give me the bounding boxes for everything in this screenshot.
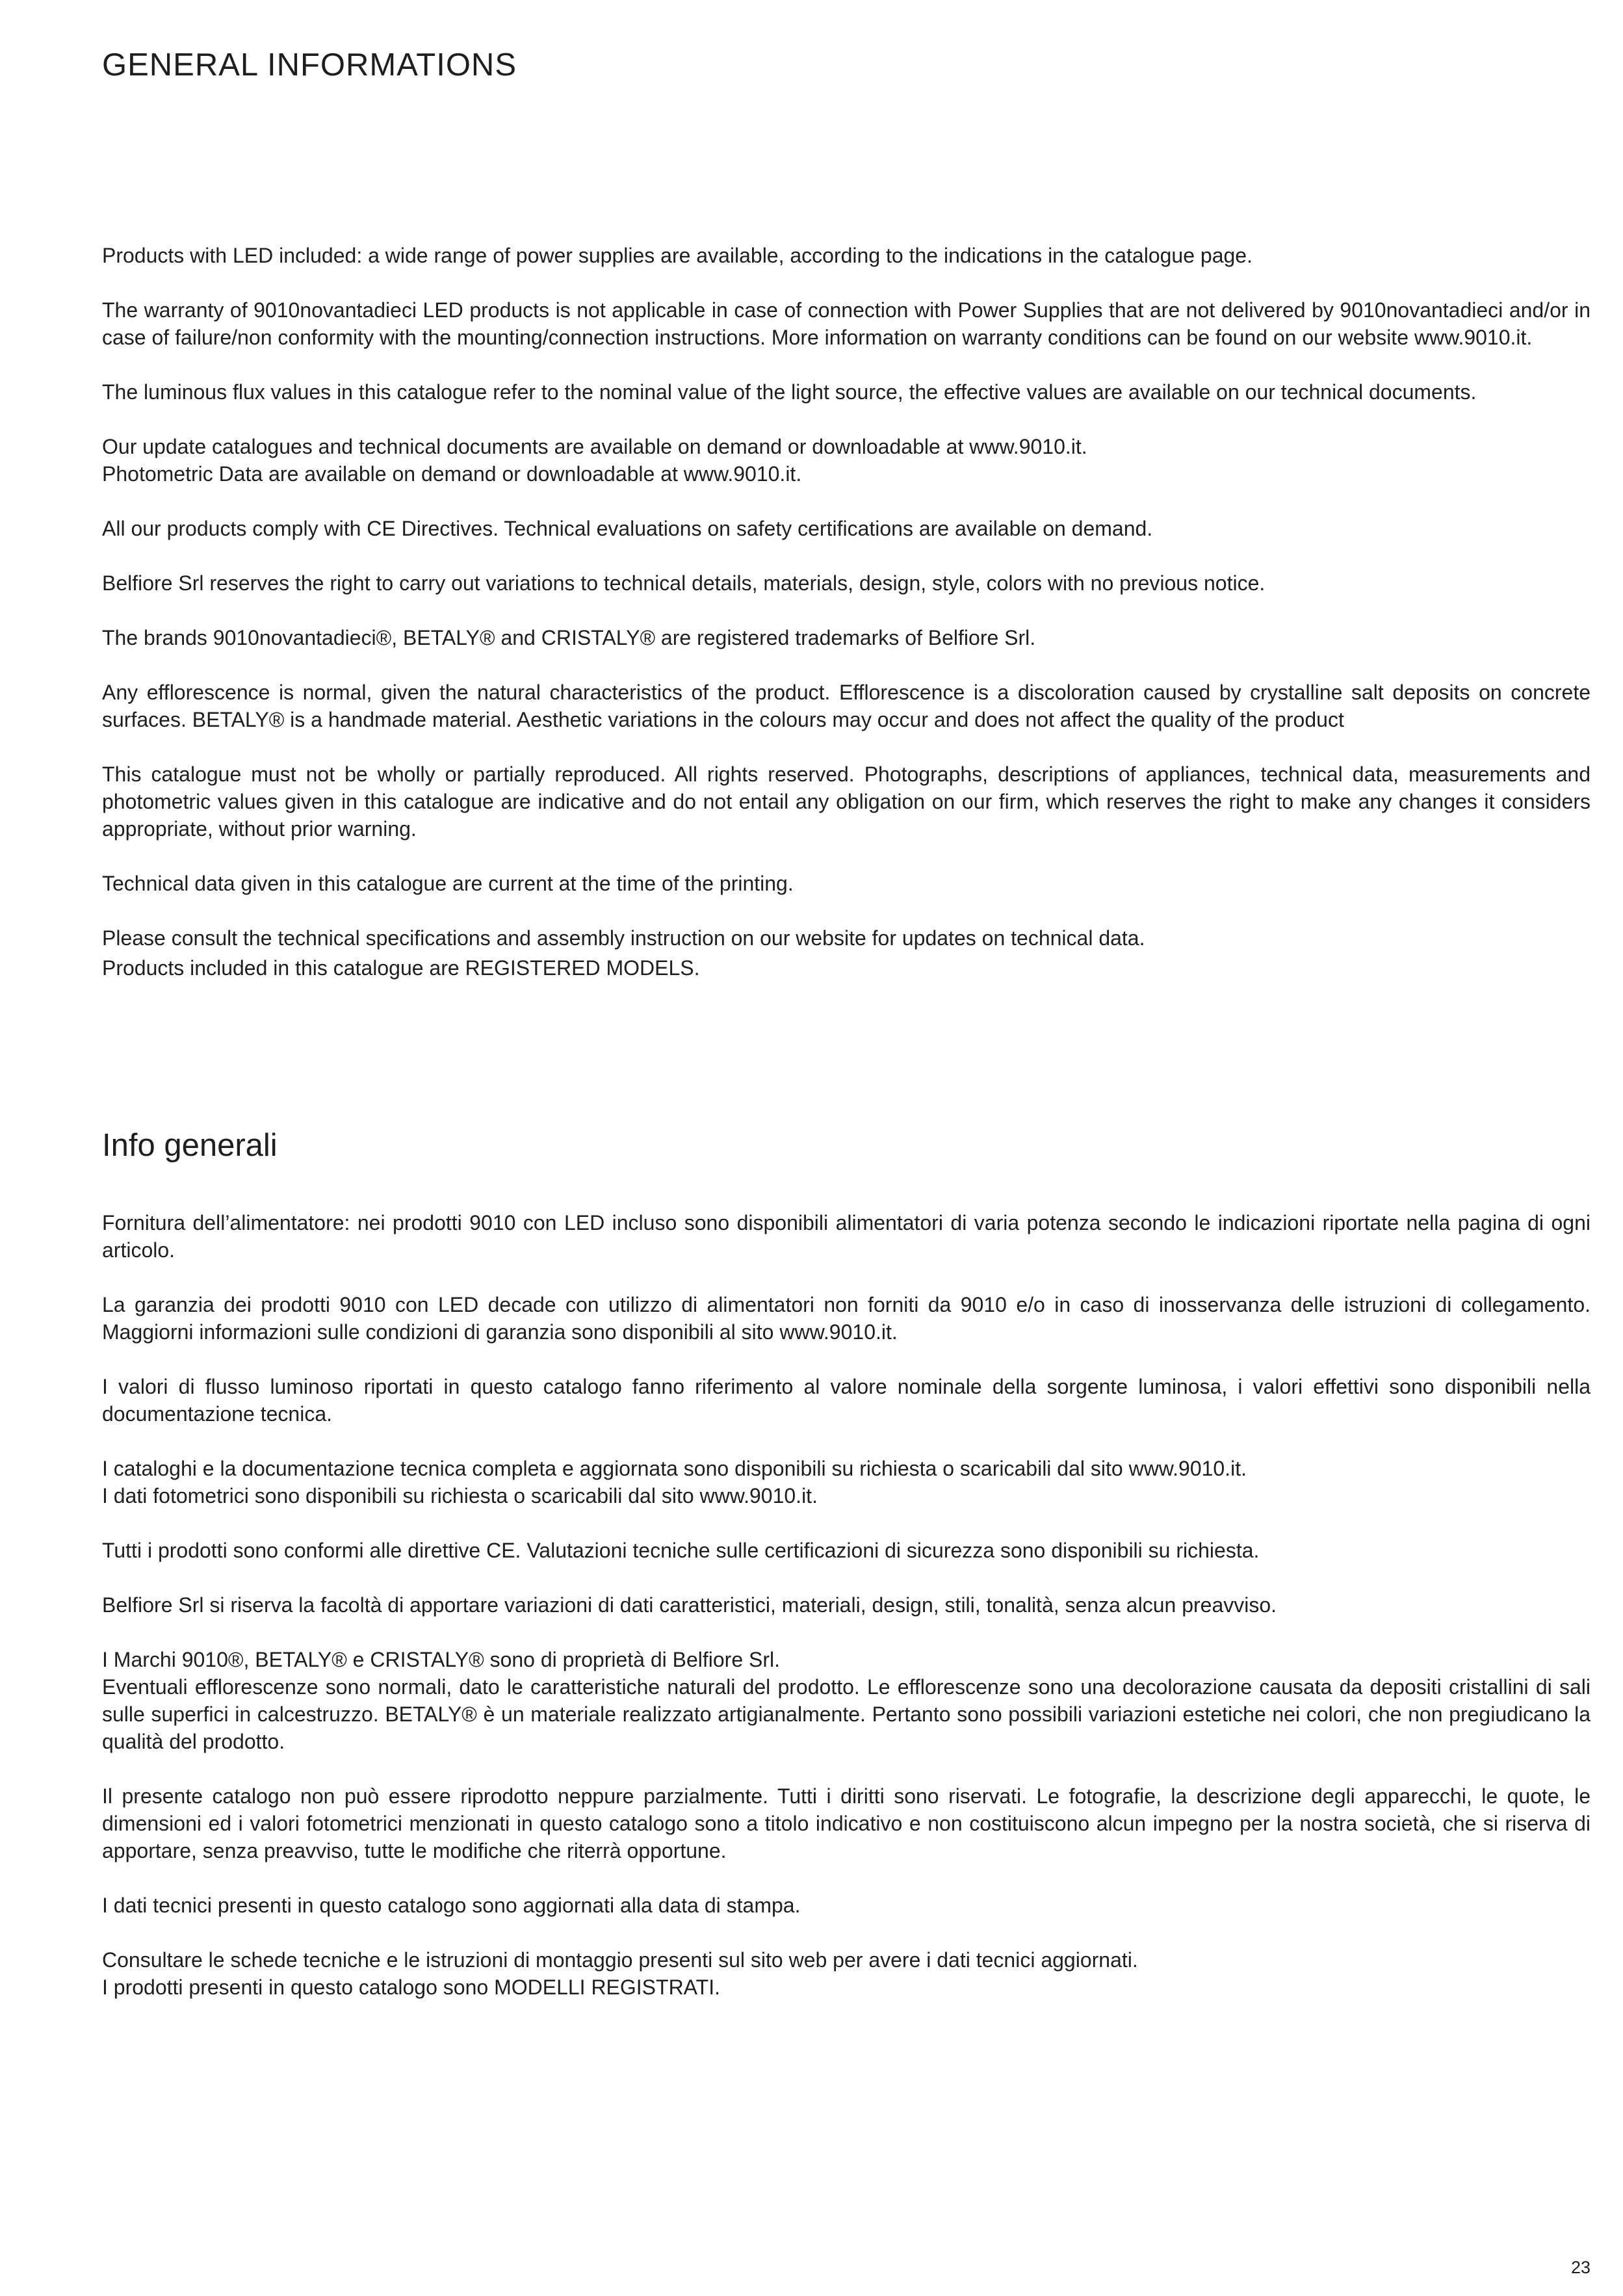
paragraph-line: Products included in this catalogue are REGISTERED MODELS. xyxy=(102,956,700,980)
paragraph-cataloghi xyxy=(102,1455,1591,1509)
english-section xyxy=(102,242,1591,982)
paragraph-dati-tecnici xyxy=(102,1892,1591,1919)
paragraph-line: The warranty of 9010novantadieci LED products is not applicable in case of connection with Power Supplies that are not delivered by 9010novantadieci and/or in case of failure/non conformity with the mounting/connection instructions. More information on warranty conditions can be found on our website www.9010.it. xyxy=(102,298,1591,349)
paragraph-line: I valori di flusso luminoso riportati in questo catalogo fanno riferimento al valore nominale della sorgente luminosa, i valori effettivi sono disponibili nella documentazione tecnica. xyxy=(102,1375,1591,1426)
page-title: GENERAL INFORMATIONS xyxy=(102,47,517,83)
paragraph-flusso-luminoso xyxy=(102,1373,1591,1428)
paragraph-variazioni xyxy=(102,1591,1591,1619)
paragraph-line: The brands 9010novantadieci®, BETALY® and CRISTALY® are registered trademarks of Belfiore Srl. xyxy=(102,626,1036,649)
paragraph-line: I dati fotometrici sono disponibili su richiesta o scaricabili dal sito www.9010.it. xyxy=(102,1484,818,1507)
paragraph-luminous-flux xyxy=(102,378,1591,406)
paragraph-line: All our products comply with CE Directives. Technical evaluations on safety certifications are available on demand. xyxy=(102,517,1153,540)
paragraph-line: Il presente catalogo non può essere riprodotto neppure parzialmente. Tutti i diritti sono riservati. Le fotografie, la descrizione degli apparecchi, le quote, le dimensioni ed i valori fotometrici menzionati in questo catalogo sono a titolo indicativo e non costituiscono alcun impegno per la nostra società, che si riserva di apportare, senza preavviso, tutte le modifiche che riterrà opportune. xyxy=(102,1784,1591,1862)
section-heading: Info generali xyxy=(102,1128,278,1163)
paragraph-trademarks xyxy=(102,624,1591,651)
paragraph-line: Our update catalogues and technical documents are available on demand or downloadable at www.9010.it. xyxy=(102,435,1087,458)
paragraph-technical-data xyxy=(102,870,1591,897)
paragraph-line: I Marchi 9010®, BETALY® e CRISTALY® sono di proprietà di Belfiore Srl. xyxy=(102,1648,781,1671)
paragraph-reproduction xyxy=(102,761,1591,842)
paragraph-fornitura xyxy=(102,1209,1591,1264)
paragraph-line: Products with LED included: a wide range of power supplies are available, according to the indications in the catalogue page. xyxy=(102,244,1253,267)
paragraph-line: Technical data given in this catalogue are current at the time of the printing. xyxy=(102,872,794,895)
paragraph-line: I prodotti presenti in questo catalogo sono MODELLI REGISTRATI. xyxy=(102,1976,720,1999)
paragraph-line: La garanzia dei prodotti 9010 con LED decade con utilizzo di alimentatori non forniti da 9010 e/o in caso di inosservanza delle istruzioni di collegamento. Maggiorni informazioni sulle condizioni di garanzia sono disponibili al sito www.9010.it. xyxy=(102,1293,1591,1344)
paragraph-line: Eventuali efflorescenze sono normali, dato le caratteristiche naturali del prodotto. Le efflorescenze sono una decolorazione causata da depositi cristallini di sali sulle superfici in calcestruzzo. BETALY® è un materiale realizzato artigianalmente. Pertanto sono possibili variazioni estetiche nei colori, che non pregiudicano la qualità del prodotto. xyxy=(102,1675,1591,1753)
paragraph-riproduzione xyxy=(102,1782,1591,1864)
paragraph-line: Consultare le schede tecniche e le istruzioni di montaggio presenti sul sito web per avere i dati tecnici aggiornati. xyxy=(102,1948,1138,1972)
paragraph-consult-specs xyxy=(102,924,1591,982)
paragraph-line: Fornitura dell’alimentatore: nei prodotti 9010 con LED incluso sono disponibili alimentatori di varia potenza secondo le indicazioni riportate nella pagina di ogni articolo. xyxy=(102,1211,1591,1262)
paragraph-line: I dati tecnici presenti in questo catalogo sono aggiornati alla data di stampa. xyxy=(102,1894,801,1917)
paragraph-line: Photometric Data are available on demand or downloadable at www.9010.it. xyxy=(102,462,802,486)
paragraph-warranty xyxy=(102,296,1591,351)
paragraph-catalogues xyxy=(102,433,1591,488)
paragraph-variations xyxy=(102,569,1591,597)
paragraph-line: Tutti i prodotti sono conformi alle direttive CE. Valutazioni tecniche sulle certificazioni di sicurezza sono disponibili su richiesta. xyxy=(102,1539,1260,1562)
paragraph-consultare-schede xyxy=(102,1946,1591,2001)
paragraph-line: Any efflorescence is normal, given the natural characteristics of the product. Efflorescence is a discoloration caused by crystalline salt deposits on concrete surfaces. BETALY® is a handmade material. Aesthetic variations in the colours may occur and does not affect the quality of the product xyxy=(102,681,1591,731)
paragraph-line: I cataloghi e la documentazione tecnica completa e aggiornata sono disponibili su richiesta o scaricabili dal sito www.9010.it. xyxy=(102,1457,1247,1480)
paragraph-line: The luminous flux values in this catalogue refer to the nominal value of the light source, the effective values are available on our technical documents. xyxy=(102,380,1477,404)
paragraph-ce-directives xyxy=(102,515,1591,542)
paragraph-efflorescence xyxy=(102,679,1591,733)
italian-section xyxy=(102,1126,1591,2001)
paragraph-line: Belfiore Srl reserves the right to carry out variations to technical details, materials, design, style, colors with no previous notice. xyxy=(102,571,1266,595)
paragraph-garanzia xyxy=(102,1291,1591,1346)
paragraph-line: This catalogue must not be wholly or partially reproduced. All rights reserved. Photographs, descriptions of appliances, technical data, measurements and photometric values given in this catalogue are indicative and do not entail any obligation on our firm, which reserves the right to make any changes it considers appropriate, without prior warning. xyxy=(102,763,1591,841)
paragraph-marchi-efflorescenze xyxy=(102,1646,1591,1755)
paragraph-direttive-ce xyxy=(102,1537,1591,1564)
paragraph-line: Please consult the technical specifications and assembly instruction on our website for updates on technical data. xyxy=(102,926,1145,950)
paragraph-led-power-supplies xyxy=(102,242,1591,269)
page-number: 23 xyxy=(1570,2258,1591,2277)
paragraph-line: Belfiore Srl si riserva la facoltà di apportare variazioni di dati caratteristici, materiali, design, stili, tonalità, senza alcun preavviso. xyxy=(102,1593,1277,1617)
